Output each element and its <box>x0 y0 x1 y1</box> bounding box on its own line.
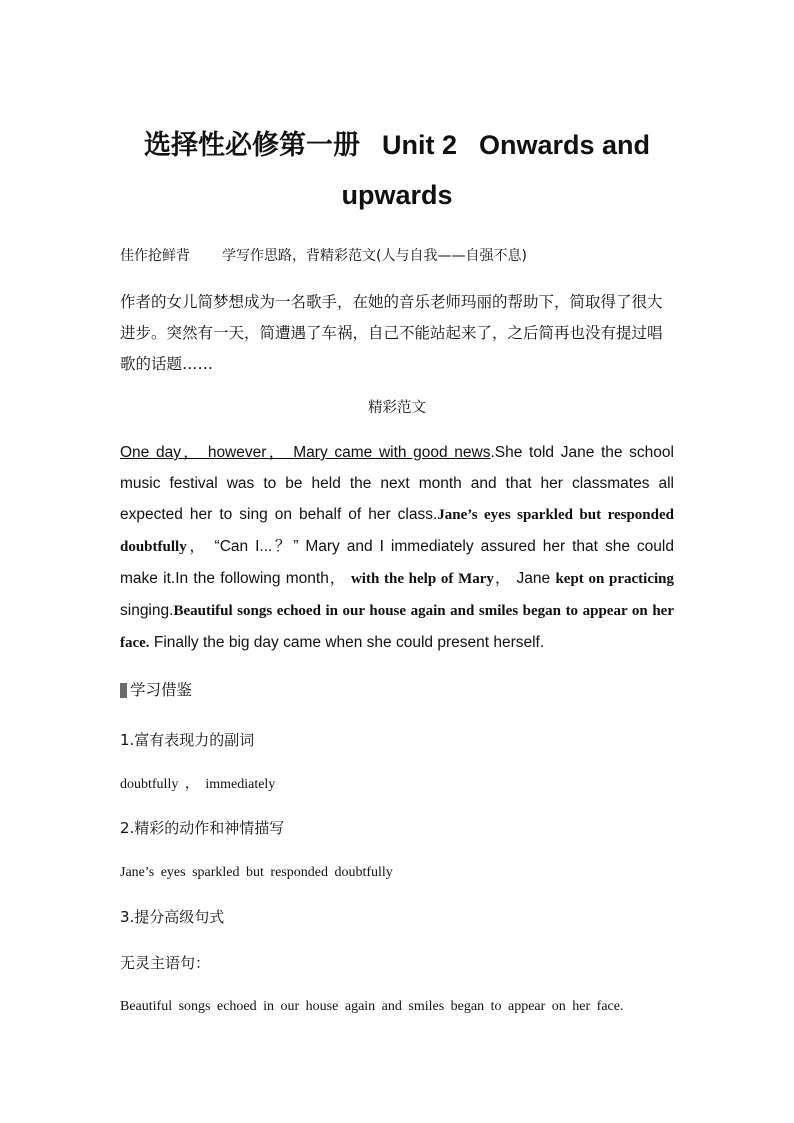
essay-paragraph <box>120 437 674 659</box>
learning-item-3-example: Beautiful songs echoed in our house again and smiles began to appear on her face. <box>120 999 624 1014</box>
essay-text-4: singing. <box>120 602 174 619</box>
title-line-1 <box>0 120 794 170</box>
learning-title: 学习借鉴 <box>130 681 193 699</box>
learning-item-2-heading: 2.精彩的动作和神情描写 <box>120 819 285 837</box>
learning-item-1-heading: 1.富有表现力的副词 <box>120 731 255 749</box>
essay-heading: 精彩范文 <box>368 400 426 416</box>
essay-bold-4: Beautiful songs echoed in our house again and smiles began to appear on her face. <box>120 603 674 651</box>
intro-paragraph: 作者的女儿简梦想成为一名歌手，在她的音乐老师玛丽的帮助下，简取得了很大进步。突然有一天，简遭遇了车祸，自己不能站起来了，之后简再也没有提过唱歌的话题…… <box>120 293 663 373</box>
title-book: 选择性必修第一册 <box>143 130 360 160</box>
learning-item-3-heading: 3.提分高级句式 <box>120 908 225 926</box>
section-label: 佳作抢鲜背 <box>120 248 190 264</box>
essay-bold-3: kept on practicing <box>555 571 675 587</box>
essay-bold-2: with the help of Mary <box>346 571 494 587</box>
essay-text-2: ， “Can I...？” Mary and I immediately assured her that she could make it.In the following month， <box>120 538 674 587</box>
essay-underlined-phrase: One day， however， Mary came with good news <box>120 444 491 461</box>
section-text: 学写作思路，背精彩范文(人与自我——自强不息) <box>222 248 527 264</box>
title-line-2: upwards <box>341 180 453 210</box>
essay-text-1: .She told Jane the school music festival was to be held the next month and that her classmates all expected her to sing on behalf of her class. <box>120 444 674 523</box>
page-title <box>0 120 794 220</box>
learning-item-1-example: doubtfully ， immediately <box>120 777 276 792</box>
title-unit: Unit 2 <box>381 130 457 160</box>
essay-bold-1: Jane’s eyes sparkled but responded doubtfully <box>120 507 674 555</box>
section-header <box>120 245 527 267</box>
learning-item-3-subheading: 无灵主语句： <box>120 954 211 972</box>
section-marker-icon <box>120 683 127 698</box>
title-name: Onwards and <box>478 130 651 160</box>
learning-item-2-example: Jane’s eyes sparkled but responded doubtfully <box>120 865 393 880</box>
essay-text-5: Finally the big day came when she could present herself. <box>149 634 545 651</box>
essay-text-3: ， Jane <box>493 570 556 587</box>
learning-section-title <box>120 677 192 703</box>
